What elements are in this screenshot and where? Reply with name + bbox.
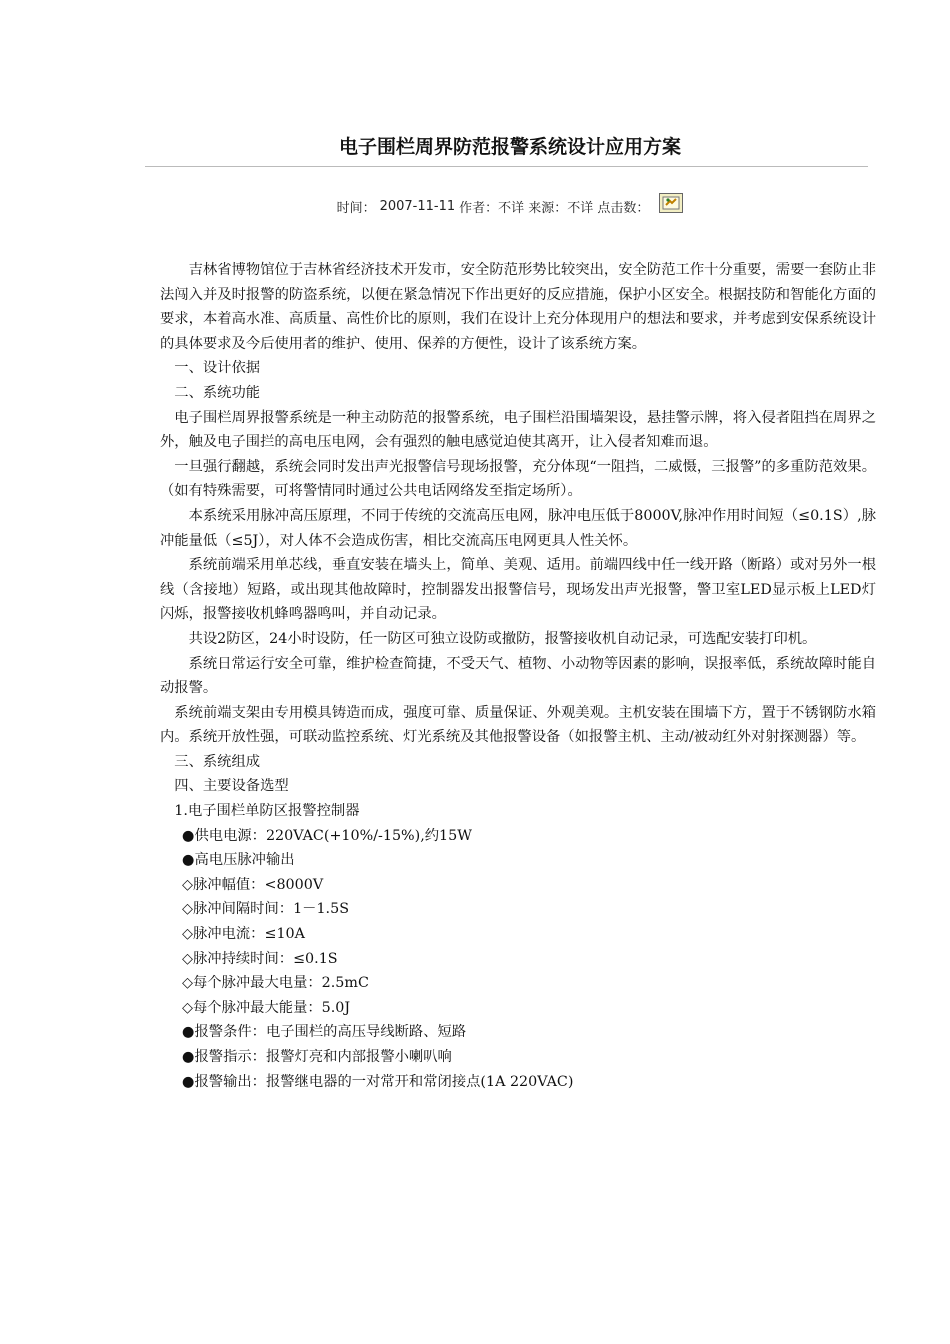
spec-item: ●供电电源：220VAC(+10%/-15%),约15W [182,827,472,844]
article-meta [160,196,860,216]
article-title: 电子围栏周界防范报警系统设计应用方案 [338,136,681,158]
paragraph-intro: 吉林省博物馆位于吉林省经济技术开发市，安全防范形势比较突出，安全防范工作十分重要，需要一套防止非法闯入并及时报警的防盗系统，以便在紧急情况下作出更好的反应措施，保护小区安全。根据技防和智能化方面的要求，本着高水准、高质量、高性价比的原则，我们在设计上充分体现用户的想法和要求，并考虑到安保系统设计的具体要求及今后使用者的维护、使用、保养的方便性，设计了该系统方案。 [160,262,876,352]
meta-author-source-clicks: 作者：不详 来源：不详 点击数： [459,200,650,216]
spec-item: ●报警指示：报警灯亮和内部报警小喇叭响 [182,1049,452,1065]
counter-image-icon [659,193,683,213]
spec-item: ◇脉冲电流：≤10A [182,926,305,943]
paragraph-alarm-effect: 一旦强行翻越，系统会同时发出声光报警信号现场报警，充分体现“一阻挡，二威慑，三报警”的多重防范效果。（如有特殊需要，可将警情同时通过公共电话网络发至指定场所）。 [160,458,876,500]
section-heading-basis: 一、设计依据 [174,360,261,377]
meta-date: 2007-11-11 [379,198,456,214]
paragraph-front-end: 系统前端采用单芯线，垂直安装在墙头上，简单、美观、适用。前端四线中任一线开路（断路）或对另外一根线（含接地）短路，或出现其他故障时，控制器发出报警信号，现场发出声光报警，警卫室LED显示板上LED灯闪烁，报警接收机蜂鸣器鸣叫，并自动记录。 [160,557,876,623]
title-divider [145,166,868,167]
item-controller: 1.电子围栏单防区报警控制器 [174,803,360,820]
spec-item: ◇脉冲持续时间：≤0.1S [182,950,338,967]
section-heading-composition: 三、系统组成 [174,753,261,770]
spec-item: ●报警输出：报警继电器的一对常开和常闭接点(1A 220VAC) [182,1073,574,1090]
paragraph-pulse-principle: 本系统采用脉冲高压原理，不同于传统的交流高压电网，脉冲电压低于8000V,脉冲作用时间短（≤0.1S）,脉冲能量低（≤5J），对人体不会造成伤害，相比交流高压电网更具人性关怀。 [160,507,876,549]
spec-item: ◇脉冲间隔时间：1－1.5S [182,901,349,918]
section-heading-equipment: 四、主要设备选型 [174,778,289,795]
paragraph-function-desc: 电子围栏周界报警系统是一种主动防范的报警系统，电子围栏沿围墙架设，悬挂警示牌，将入侵者阻挡在周界之外，触及电子围拦的高电压电网，会有强烈的触电感觉迫使其离开，让入侵者知难而退。 [160,409,876,451]
paragraph-zones: 共设2防区，24小时设防，任一防区可独立设防或撤防，报警接收机自动记录，可选配安装打印机。 [188,630,817,647]
spec-item: ●报警条件：电子围栏的高压导线断路、短路 [182,1024,467,1041]
spec-item: ●高电压脉冲输出 [182,852,295,869]
spec-item: ◇脉冲幅值：<8000V [182,876,324,893]
meta-time-label: 时间： [336,200,376,216]
paragraph-bracket: 系统前端支架由专用模具铸造而成，强度可靠、质量保证、外观美观。主机安装在围墙下方，置于不锈钢防水箱内。系统开放性强，可联动监控系统、灯光系统及其他报警设备（如报警主机、主动/被动红外对射探测器）等。 [160,704,876,746]
spec-item: ◇每个脉冲最大电量：2.5mC [182,975,369,992]
section-heading-functions: 二、系统功能 [174,384,261,401]
spec-item: ◇每个脉冲最大能量：5.0J [182,999,351,1016]
article-body [160,258,876,1094]
paragraph-reliability: 系统日常运行安全可靠，维护检查简捷，不受天气、植物、小动物等因素的影响，误报率低，系统故障时能自动报警。 [160,655,876,697]
